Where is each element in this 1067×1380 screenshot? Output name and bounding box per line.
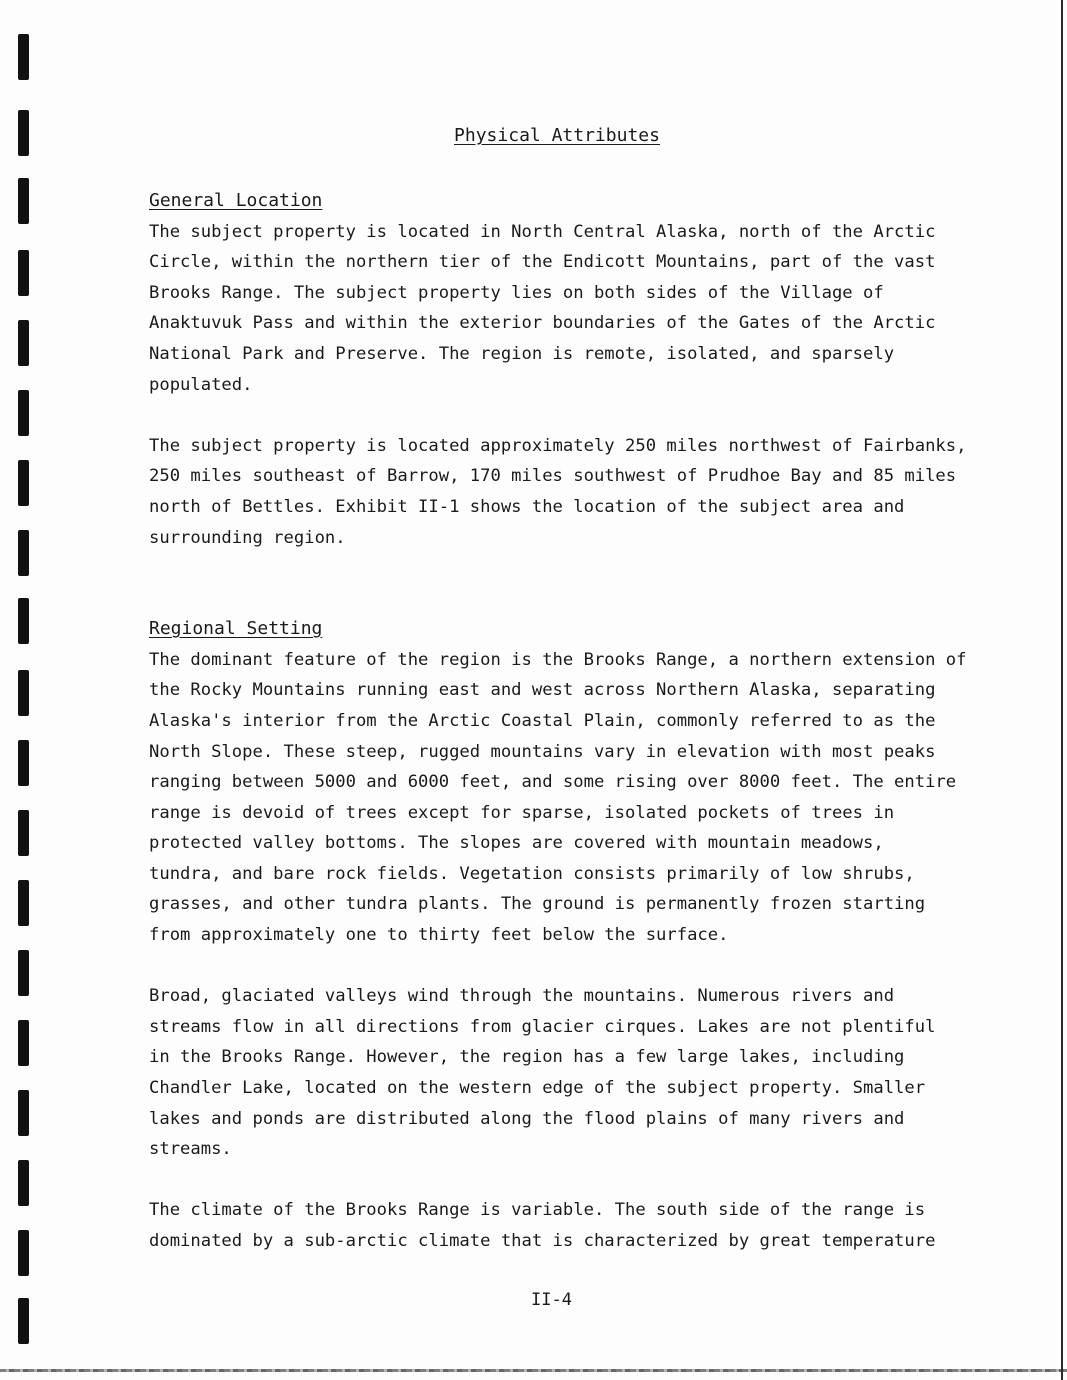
binder-hole-marks (18, 30, 38, 1350)
binder-mark (18, 950, 29, 996)
binder-mark (18, 34, 29, 80)
binder-mark (18, 1090, 29, 1136)
binder-mark (18, 1020, 29, 1066)
section-heading-regional-setting: Regional Setting (149, 618, 323, 640)
page-title (149, 124, 965, 148)
binder-mark (18, 740, 29, 786)
binder-mark (18, 250, 29, 296)
binder-mark (18, 880, 29, 926)
paragraph-regional-setting-1: The dominant feature of the region is the Brooks Range, a northern extension of the Rocky Mountains running east and west across Northern Alaska, separating Alaska's interior from the Arctic Coastal Plain, commonly referred to as the North Slope. These steep, rugged mountains vary in elevation with most peaks ranging between 5000 and 6000 feet, and some rising over 8000 feet. The entire range is devoid of trees except for sparse, isolated pockets of trees in protected valley bottoms. The slopes are covered with mountain meadows, tundra, and bare rock fields. Vegetation consists primarily of low shrubs, grasses, and other tundra plants. The ground is permanently frozen starting from approximately one to thirty feet below the surface. (149, 649, 967, 946)
binder-mark (18, 670, 29, 716)
paragraph-regional-setting-2: Broad, glaciated valleys wind through the mountains. Numerous rivers and streams flow in all directions from glacier cirques. Lakes are not plentiful in the Brooks Range. However, the region has a few large lakes, including Chandler Lake, located on the western edge of the subject property. Smaller lakes and ponds are distributed along the flood plains of many rivers and streams. (149, 986, 936, 1160)
binder-mark (18, 460, 29, 506)
binder-mark (18, 320, 29, 366)
section-heading-general-location: General Location (149, 190, 323, 211)
binder-mark (18, 1160, 29, 1206)
paragraph-general-location-2: The subject property is located approximately 250 miles northwest of Fairbanks, 250 miles southeast of Barrow, 170 miles southwest of Prudhoe Bay and 85 miles north of Bettles. Exhibit II-1 shows the location of the subject area and surrounding region. (149, 435, 967, 548)
paragraph-regional-setting-3: The climate of the Brooks Range is variable. The south side of the range is dominated by a sub-arctic climate that is characterized by great temperature (149, 1200, 936, 1251)
page-right-edge (1061, 0, 1063, 1380)
page-number: II-4 (531, 1290, 572, 1310)
binder-mark (18, 1230, 29, 1276)
document-body (149, 124, 979, 1257)
binder-mark (18, 598, 29, 644)
page-bottom-edge (0, 1369, 1067, 1372)
page-title-text: Physical Attributes (454, 125, 660, 146)
paragraph-general-location-1: The subject property is located in North Central Alaska, north of the Arctic Circle, within the northern tier of the Endicott Mountains, part of the vast Brooks Range. The subject property lies on both sides of the Village of Anaktuvuk Pass and within the exterior boundaries of the Gates of the Arctic National Park and Preserve. The region is remote, isolated, and sparsely populated. (149, 221, 936, 395)
binder-mark (18, 810, 29, 856)
binder-mark (18, 530, 29, 576)
binder-mark (18, 110, 29, 156)
binder-mark (18, 178, 29, 224)
binder-mark (18, 390, 29, 436)
